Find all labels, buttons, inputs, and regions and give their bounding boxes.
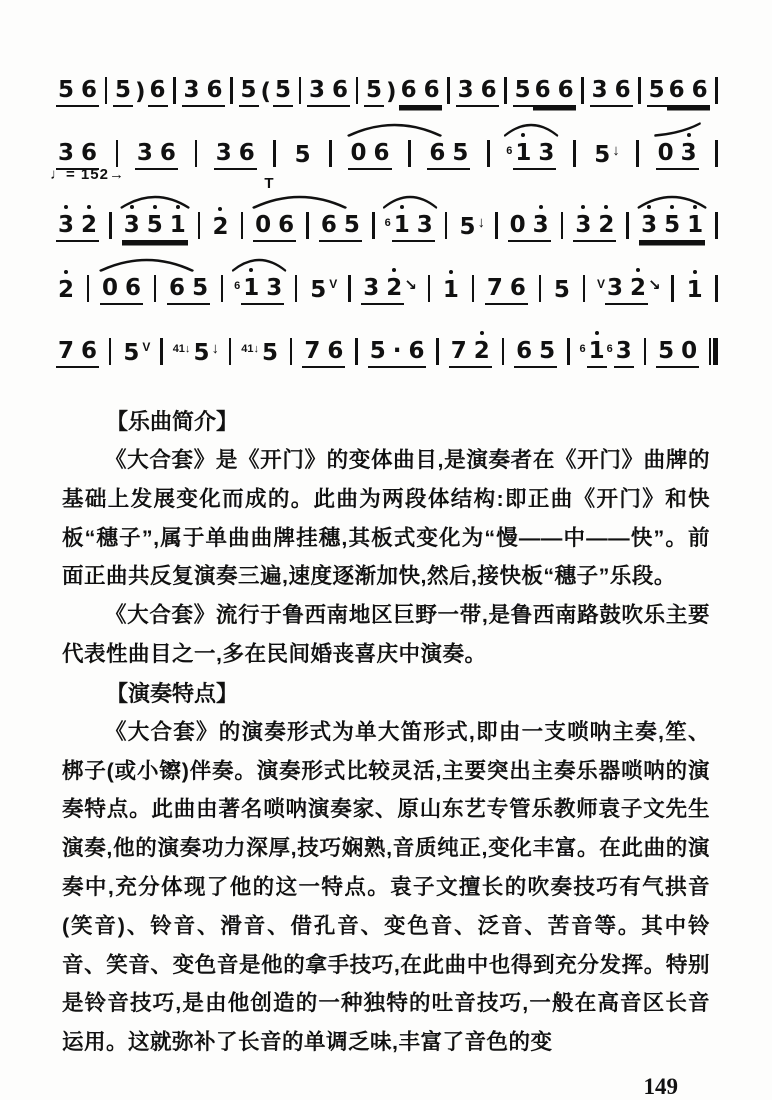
- measure: [637, 211, 707, 242]
- note: 5: [369, 338, 386, 364]
- note: 6: [429, 140, 446, 166]
- note-group: [56, 211, 99, 242]
- barline: [105, 77, 108, 104]
- measure: [317, 211, 364, 242]
- measure: [366, 337, 429, 368]
- articulation-label: T: [264, 175, 274, 192]
- note: 3: [457, 77, 474, 103]
- barline: [428, 275, 431, 302]
- note-group: [319, 211, 362, 242]
- slide-mark-icon: ↘: [404, 277, 417, 294]
- note-group: [167, 274, 210, 305]
- note-group: [513, 139, 556, 170]
- measure: [588, 76, 635, 107]
- note-group: [399, 76, 442, 107]
- note: 6: [159, 140, 176, 166]
- measure: [54, 76, 101, 107]
- note: 1: [687, 212, 704, 238]
- note-group: [456, 76, 499, 107]
- note-group: [384, 78, 399, 107]
- barline: [160, 338, 163, 365]
- slur-arc-icon: [118, 194, 192, 209]
- measure: [306, 276, 339, 305]
- note-group: [457, 213, 477, 242]
- note: 2: [212, 214, 229, 240]
- measure: [654, 139, 701, 170]
- note: 6: [238, 140, 255, 166]
- notation-line: [54, 44, 718, 107]
- note-group: [100, 274, 143, 305]
- note: 1: [169, 212, 186, 238]
- note-group: [656, 139, 699, 170]
- barline: [502, 338, 505, 365]
- note-group: [302, 337, 345, 368]
- note: 5: [294, 142, 311, 168]
- note-group: [191, 339, 211, 368]
- note: 3: [363, 275, 380, 301]
- note: 6: [668, 77, 685, 103]
- note-group: [533, 76, 576, 107]
- note-group: [56, 76, 99, 107]
- note: 6: [149, 77, 166, 103]
- barline: [290, 338, 293, 365]
- note-group: [273, 76, 293, 107]
- note-group: [259, 78, 274, 107]
- note-group: [639, 211, 705, 242]
- barline: [715, 140, 718, 167]
- note: 5: [240, 77, 257, 103]
- intro-paragraph-1: 《大合套》是《开门》的变体曲目,是演奏者在《开门》曲牌的基础上发展变化而成的。此曲为两段体结构:即正曲《开门》和快板“穗子”,属于单曲曲牌挂穗,其板式变化为“慢——中——快”。前面正曲共反复演奏三遍,速度逐渐加快,然后,接快板“穗子”乐段。: [62, 448, 710, 589]
- note-group: [308, 276, 328, 305]
- measure: [550, 276, 574, 305]
- note: 3: [58, 140, 75, 166]
- measure: [359, 274, 419, 305]
- note: 5: [459, 214, 476, 240]
- note-group: [135, 139, 178, 170]
- note: 6: [614, 77, 631, 103]
- note-group: [392, 211, 435, 242]
- note: 5: [123, 340, 140, 366]
- measure: [119, 339, 152, 368]
- barline: [116, 140, 119, 167]
- slur-arc-icon: [249, 194, 350, 209]
- barline: [355, 338, 358, 365]
- measure: [590, 141, 622, 170]
- note-group: [239, 76, 259, 107]
- note-group: [508, 211, 551, 242]
- note: 6: [534, 77, 551, 103]
- note-group: [121, 339, 141, 368]
- note: 6: [125, 275, 142, 301]
- note: 5: [146, 212, 163, 238]
- breath-mark-icon: V: [329, 277, 338, 291]
- note-group: [441, 276, 461, 305]
- note: 3: [680, 140, 697, 166]
- grace-note: 6: [384, 217, 391, 229]
- note: 6: [332, 77, 349, 103]
- barline: [348, 275, 351, 302]
- measure: [512, 337, 559, 368]
- note: 6: [423, 77, 440, 103]
- barline: [715, 212, 718, 239]
- content: [62, 402, 710, 1062]
- measure: [383, 211, 437, 242]
- note-group: [590, 76, 633, 107]
- barline: [636, 140, 639, 167]
- measure: [447, 337, 494, 368]
- note-group: [348, 139, 391, 170]
- measure: [171, 339, 221, 368]
- note-group: [573, 211, 616, 242]
- slur-arc-icon: [344, 122, 445, 137]
- measure: [594, 274, 663, 305]
- notation: [50, 44, 718, 368]
- note: 3: [575, 212, 592, 238]
- grace-note: 6: [506, 145, 513, 157]
- note-group: [667, 76, 710, 107]
- note: 3: [136, 140, 153, 166]
- note-group: [56, 276, 76, 305]
- performance-paragraph-1: 《大合套》的演奏形式为单大笛形式,即由一支唢呐主奏,笙、梆子(或小镲)伴奏。演奏形式比较灵活,主要突出主奏乐器唢呐的演奏特点。此曲由著名唢呐演奏家、原山东艺专管乐教师袁子文先生演奏,他的演奏功力深厚,技巧娴熟,音质纯正,变化丰富。在此曲的演奏中,充分体现了他的这一特点。袁子文擅长的吹奏技巧有气拱音(笑音)、铃音、滑音、借孔音、变色音、泛音、苦音等。其中铃音、笑音、变色音是他的拿手技巧,在此曲中也得到充分发挥。特别是铃音技巧,是由他创造的一种独特的吐音技巧,一般在高音区长音运用。这就弥补了长音的单调乏味,丰富了音色的变: [62, 719, 710, 1055]
- measure: [251, 175, 298, 242]
- note: 1: [686, 277, 703, 303]
- note-group: [552, 276, 572, 305]
- grace-note: 6: [234, 280, 241, 292]
- slide-mark-icon: ↓: [612, 142, 620, 159]
- note-group: [307, 76, 350, 107]
- barline: [230, 77, 233, 104]
- note-group: [364, 76, 384, 107]
- note-group: [647, 76, 667, 107]
- note: 3: [183, 77, 200, 103]
- note-group: [293, 141, 313, 170]
- note: 6: [400, 77, 417, 103]
- note: 5: [343, 212, 360, 238]
- note: 5: [539, 338, 556, 364]
- slide-mark-icon: ↘: [647, 277, 661, 294]
- measure: [455, 213, 487, 242]
- note: 3: [606, 275, 623, 301]
- note-group: [122, 211, 188, 242]
- note: 0: [255, 212, 272, 238]
- barline: [408, 140, 411, 167]
- intro-paragraph-2: 《大合套》流行于鲁西南地区巨野一带,是鲁西南路鼓吹乐主要代表性曲目之一,多在民间婚丧喜庆中演奏。: [62, 603, 710, 666]
- measure: [291, 141, 315, 170]
- note: 3: [532, 212, 549, 238]
- barline: [495, 212, 498, 239]
- barline: [273, 140, 276, 167]
- barline: [567, 338, 570, 365]
- note-group: [260, 339, 280, 368]
- measure: [362, 76, 444, 107]
- notation-line: [54, 107, 718, 170]
- measure: [483, 274, 530, 305]
- note-group: [210, 213, 230, 242]
- note-group: [514, 337, 557, 368]
- measure: [237, 76, 296, 107]
- note: 6: [509, 275, 526, 301]
- barline: [436, 338, 439, 365]
- note: 3: [416, 212, 433, 238]
- barline: [561, 212, 564, 239]
- note: 2: [81, 212, 98, 238]
- note: 3: [309, 77, 326, 103]
- slur-arc-icon: [96, 257, 197, 272]
- slide-mark-icon: ↓: [211, 340, 219, 357]
- grace-note: 41↓: [241, 343, 260, 355]
- note-group: [485, 274, 528, 305]
- note: 3: [215, 140, 232, 166]
- measure: [425, 139, 472, 170]
- barline: [539, 275, 542, 302]
- note-group: [614, 337, 634, 368]
- note-group: [182, 76, 225, 107]
- slur-arc-icon: [502, 122, 560, 137]
- note: 5: [594, 142, 611, 168]
- measure: [683, 276, 707, 305]
- slur-arc-icon: [230, 257, 288, 272]
- note: ·: [392, 338, 402, 364]
- note: 3: [538, 140, 555, 166]
- note-group: [449, 337, 492, 368]
- grace-note: 6: [579, 343, 586, 355]
- note: 7: [450, 338, 467, 364]
- note-group: [587, 337, 607, 368]
- note-group: [113, 76, 133, 107]
- grace-note: 6: [606, 343, 613, 355]
- note: 6: [408, 338, 425, 364]
- note: 0: [509, 212, 526, 238]
- measure: [305, 76, 352, 107]
- measure: [54, 276, 78, 305]
- measure: [506, 211, 553, 242]
- barline: [445, 212, 448, 239]
- slur-arc-icon: [652, 122, 703, 137]
- notation-line: [54, 305, 718, 368]
- barline: [87, 275, 90, 302]
- note: 1: [393, 212, 410, 238]
- measure: [208, 213, 232, 242]
- page-number: 149: [643, 1073, 678, 1099]
- barline: [329, 140, 332, 167]
- note: 6: [81, 338, 98, 364]
- barline: [154, 275, 157, 302]
- note: 6: [81, 77, 98, 103]
- barline: [109, 338, 112, 365]
- note: 6: [206, 77, 223, 103]
- measure: [511, 76, 578, 107]
- note-group: [513, 76, 533, 107]
- measure: [239, 339, 282, 368]
- note: 2: [58, 277, 75, 303]
- note: 2: [473, 338, 490, 364]
- barline: [241, 212, 244, 239]
- note: 5: [514, 77, 531, 103]
- barline: [573, 140, 576, 167]
- note: 5: [664, 212, 681, 238]
- barline: [644, 338, 647, 365]
- barline: [447, 77, 450, 104]
- note: 6: [373, 140, 390, 166]
- note-group: [56, 337, 99, 368]
- barline: [583, 275, 586, 302]
- note: 3: [641, 212, 658, 238]
- note: 6: [691, 77, 708, 103]
- book-page: [0, 44, 772, 1099]
- barline: [372, 212, 375, 239]
- slide-mark-icon: ↓: [477, 214, 485, 231]
- section-heading-performance: 【演奏特点】: [106, 680, 239, 706]
- note: 5: [58, 77, 75, 103]
- note: 0: [657, 140, 674, 166]
- note: ): [135, 79, 146, 105]
- note-group: [605, 274, 648, 305]
- slur-arc-icon: [635, 194, 709, 209]
- section-heading-intro: 【乐曲简介】: [106, 409, 239, 434]
- final-barline: [709, 338, 718, 365]
- note: (: [260, 79, 272, 105]
- measure: [165, 274, 212, 305]
- note: 3: [266, 275, 283, 301]
- barline: [671, 275, 674, 302]
- measure: [577, 337, 635, 368]
- note: 5: [192, 275, 209, 301]
- note-group: [656, 337, 699, 368]
- measure: [212, 139, 259, 170]
- barline: [715, 77, 718, 104]
- note: 5: [262, 340, 279, 366]
- note: 5: [193, 340, 210, 366]
- measure: [645, 76, 712, 107]
- measure: [180, 76, 227, 107]
- note: 3: [615, 338, 632, 364]
- note: 0: [102, 275, 119, 301]
- note: 2: [598, 212, 615, 238]
- barline: [504, 77, 507, 104]
- note: 5: [366, 77, 383, 103]
- note: 0: [350, 140, 367, 166]
- note-group: [592, 141, 612, 170]
- note: 5: [275, 77, 292, 103]
- breath-mark-icon: V: [142, 340, 151, 354]
- note: 3: [58, 212, 75, 238]
- note-group: [133, 78, 148, 107]
- note-group: [361, 274, 404, 305]
- tempo-marking: ♩= 152→: [50, 166, 125, 183]
- note-group: [427, 139, 470, 170]
- note: 6: [320, 212, 337, 238]
- note: ): [386, 79, 397, 105]
- note: 3: [591, 77, 608, 103]
- note: 6: [169, 275, 186, 301]
- note: 1: [442, 277, 459, 303]
- notation-line: [50, 166, 718, 242]
- barline: [638, 77, 641, 104]
- note: 6: [327, 338, 344, 364]
- note: 6: [278, 212, 295, 238]
- measure: [571, 211, 618, 242]
- measure: [54, 337, 101, 368]
- note-group: [685, 276, 705, 305]
- note: 3: [123, 212, 140, 238]
- note: 7: [304, 338, 321, 364]
- note-group: [241, 274, 284, 305]
- slur-arc-icon: [381, 194, 439, 209]
- barline: [195, 140, 198, 167]
- note-group: [148, 76, 168, 107]
- note: 5: [452, 140, 469, 166]
- note: 2: [629, 275, 646, 301]
- note: 6: [81, 140, 98, 166]
- barline: [472, 275, 475, 302]
- note: 5: [648, 77, 665, 103]
- note: 5: [553, 277, 570, 303]
- measure: [300, 337, 347, 368]
- note: 1: [243, 275, 260, 301]
- measure: [133, 139, 180, 170]
- note: 0: [681, 338, 698, 364]
- breath-mark-icon: V: [596, 277, 605, 291]
- barline: [306, 212, 309, 239]
- barline: [715, 275, 718, 302]
- measure: [232, 274, 286, 305]
- barline: [299, 77, 302, 104]
- note: 1: [515, 140, 532, 166]
- note: 5: [658, 338, 675, 364]
- note: 6: [557, 77, 574, 103]
- note: 2: [386, 275, 403, 301]
- notation-line: [54, 242, 718, 305]
- barline: [198, 212, 201, 239]
- barline: [173, 77, 176, 104]
- measure: [454, 76, 501, 107]
- measure: [654, 337, 701, 368]
- grace-note: 41↓: [172, 343, 191, 355]
- note-group: [214, 139, 257, 170]
- barline: [626, 212, 629, 239]
- barline: [356, 77, 359, 104]
- note: 7: [58, 338, 75, 364]
- barline: [229, 338, 232, 365]
- note-group: [368, 337, 427, 368]
- measure: [111, 76, 170, 107]
- note-group: [253, 211, 296, 242]
- measure: [504, 139, 558, 170]
- measure: [439, 276, 463, 305]
- note: 5: [115, 77, 132, 103]
- measure: [120, 211, 190, 242]
- barline: [109, 212, 112, 239]
- note: 6: [480, 77, 497, 103]
- note: 7: [486, 275, 503, 301]
- barline: [295, 275, 298, 302]
- measure: [98, 274, 145, 305]
- note: 1: [588, 338, 605, 364]
- measure: [54, 211, 101, 242]
- measure: [346, 139, 393, 170]
- barline: [221, 275, 224, 302]
- barline: [581, 77, 584, 104]
- note: 5: [310, 277, 327, 303]
- note: 6: [516, 338, 533, 364]
- barline: [487, 140, 490, 167]
